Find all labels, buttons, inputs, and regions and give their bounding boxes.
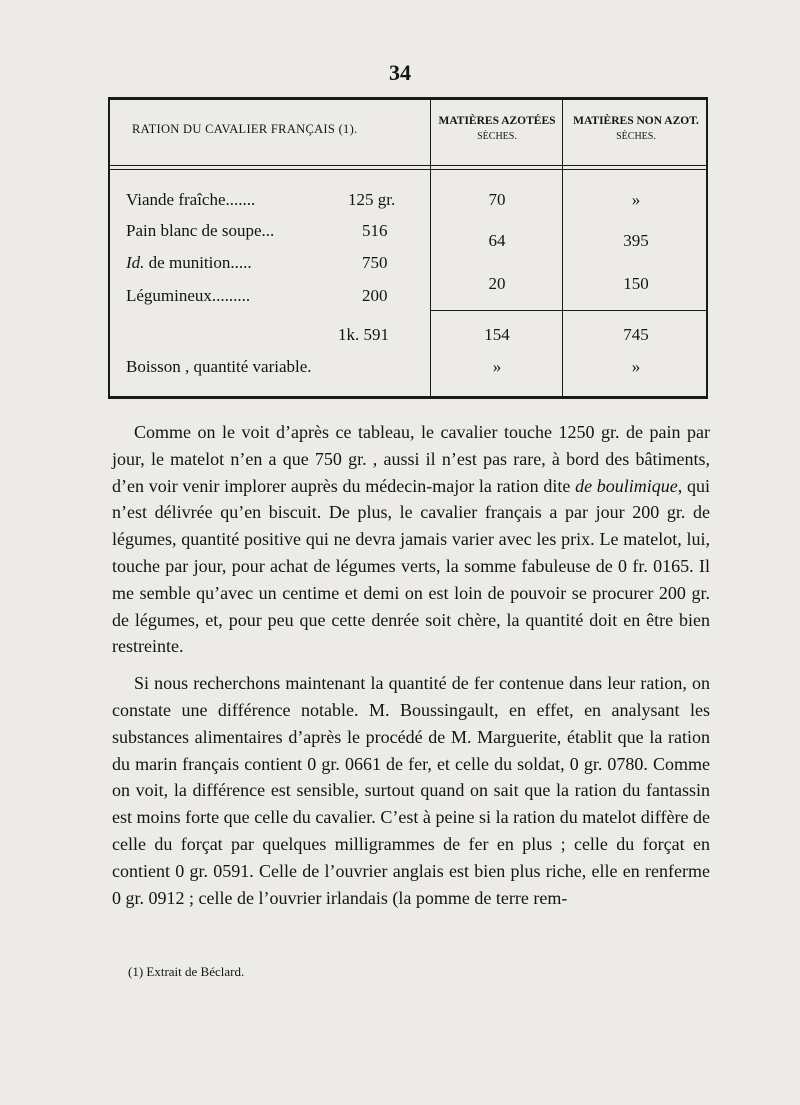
row-quantity: 750 [362,253,388,272]
page-number: 34 [389,60,411,85]
row-quantity: 125 gr. [348,190,396,209]
row-label: Id. de munition..... [126,253,252,272]
header-divider [110,169,706,170]
row-label: Pain blanc de soupe... [126,221,275,240]
row-non-azote: 395 [623,231,649,250]
header-non-azotees: MATIÈRES NON AZOT. SÈCHES. [573,115,699,142]
header-ration: RATION DU CAVALIER FRANÇAIS (1). [132,122,358,136]
total-non-azote: 745 [623,325,649,344]
footnote: (1) Extrait de Béclard. [128,964,245,979]
paragraph: Comme on le voit d’après ce tableau, le cavalier touche 1250 gr. de pain par jour, le matelot n’en a que 750 gr. , aussi il n’est pas rare, à bord des bâtiments, d’en voir venir implorer auprès du médecin-major la ration dite de boulimique, qui n’est délivrée qu’en biscuit. De plus, le cavalier français a par jour 200 gr. de légumes, quantité positive qui ne devra jamais varier avec les prix. Le matelot, lui, touche par jour, pour achat de légumes verts, la somme fabuleuse de 0 fr. 0165. Il me semble qu’avec un centime et demi on est loin de pouvoir se procurer 200 gr. de légumes, et, pour peu que cette denrée soit chère, la quantité doit en être bien restreinte. [112,422,710,657]
row-azote: 70 [488,190,506,209]
boisson-non-azote: » [631,357,641,376]
row-label: Légumineux......... [126,286,251,305]
boisson-azote: » [492,357,502,376]
row-azote: 20 [488,274,506,293]
row-non-azote: » [631,190,641,209]
row-non-azote: 150 [623,274,649,293]
paragraph: Si nous recherchons maintenant la quantité de fer contenue dans leur ration, on constate une différence notable. M. Boussingault, en effet, en analysant les substances alimentaires d’après le procédé de M. Marguerite, établit que la ration du marin français contient 0 gr. 0661 de fer, et celle du soldat, 0 gr. 0780. Comme on voit, la différence est sensible, surtout quand on sait que la ration du fantassin est moins forte que celle du cavalier. C’est à peine si la ration du matelot diffère de celle du forçat par quelques milligrammes de fer en plus ; celle du forçat en contient 0 gr. 0591. Celle de l’ouvrier anglais est bien plus riche, elle en renferme 0 gr. 0912 ; celle de l’ouvrier irlandais (la pomme de terre rem- [112,673,710,908]
ration-table [108,97,708,399]
total-azote: 154 [484,325,510,344]
boisson-label: Boisson , quantité variable. [126,357,312,376]
row-label: Viande fraîche....... [126,190,256,209]
header-azotees: MATIÈRES AZOTÉES SÈCHES. [438,115,556,142]
row-quantity: 200 [362,286,388,305]
body-text [112,419,710,921]
total-divider [430,310,708,311]
row-azote: 64 [488,231,506,250]
column-divider [562,100,563,396]
total-quantity: 1k. 591 [338,325,389,344]
row-quantity: 516 [362,221,388,240]
column-divider [430,100,431,396]
header-divider [110,165,706,166]
